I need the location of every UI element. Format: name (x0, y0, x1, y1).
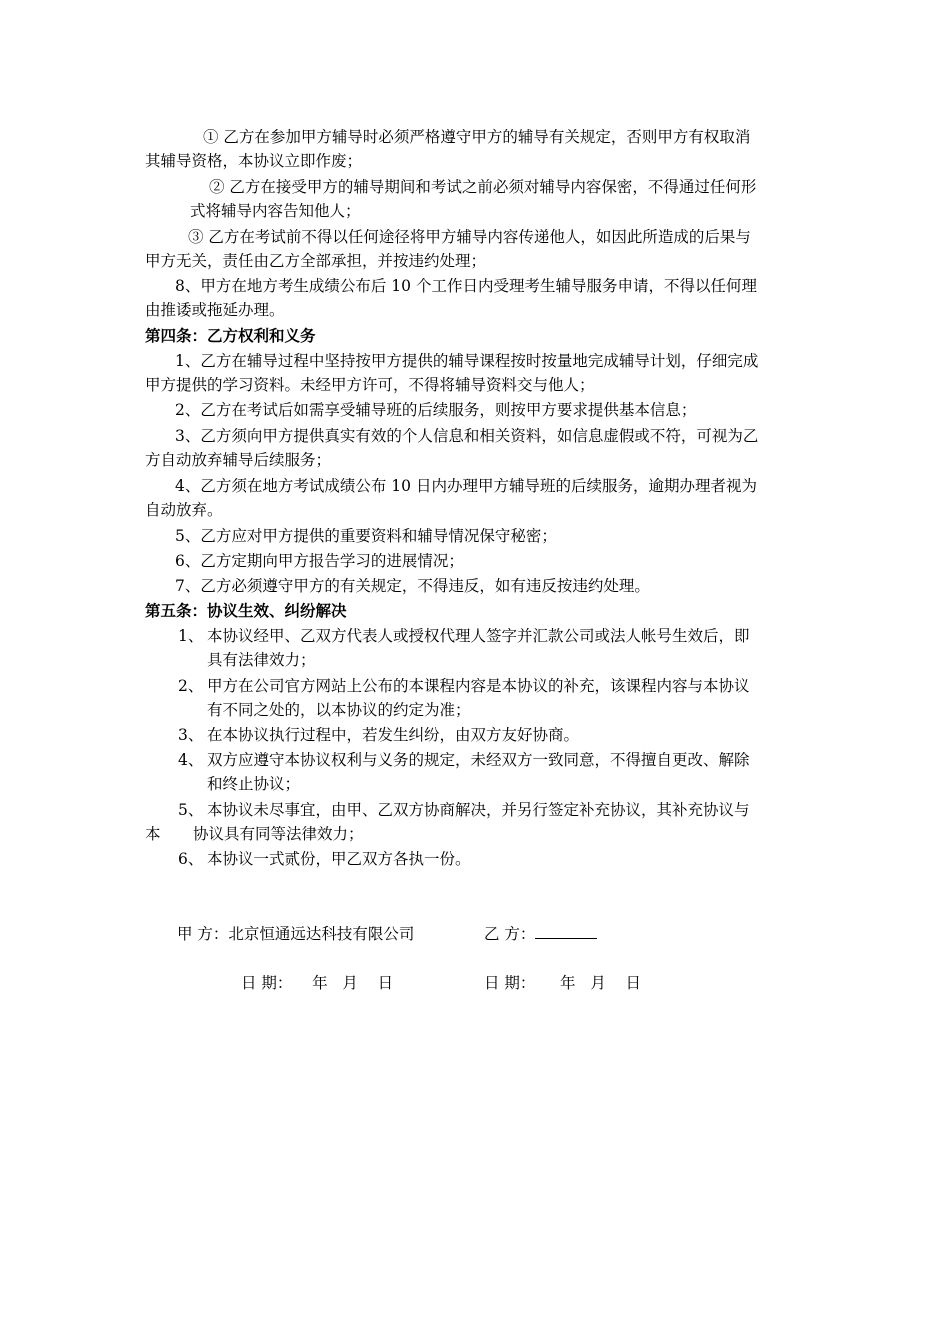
section-4-item-3-line-2: 方自动放弃辅导后续服务； (145, 451, 332, 469)
section-5-item-3-number: 3、 (178, 726, 204, 744)
section-5-item-5-line-2: 协议具有同等法律效力； (193, 825, 364, 843)
section-4-item-5: 5、乙方应对甲方提供的重要资料和辅导情况保守秘密； (175, 527, 557, 545)
section-5-item-1-number: 1、 (178, 627, 204, 645)
section-5-item-2-line-1: 甲方在公司官方网站上公布的本课程内容是本协议的补充，该课程内容与本协议 (207, 677, 750, 695)
section-5-item-2-number: 2、 (178, 677, 204, 695)
clause-item-8-line-1: 8、甲方在地方考生成绩公布后 10 个工作日内受理考生辅导服务申请，不得以任何理 (175, 277, 757, 295)
section-5-item-1-line-2: 具有法律效力； (207, 651, 316, 669)
section-4-heading: 第四条：乙方权利和义务 (145, 326, 316, 345)
section-4-item-6: 6、乙方定期向甲方报告学习的进展情况； (175, 552, 464, 570)
section-5-item-5-number: 5、 (178, 801, 204, 819)
clause-sub-2-line-2: 式将辅导内容告知他人； (190, 202, 361, 220)
section-4-item-2: 2、乙方在考试后如需享受辅导班的后续服务，则按甲方要求提供基本信息； (175, 401, 697, 419)
party-b-signature (484, 922, 597, 946)
section-4-item-3-line-1: 3、乙方须向甲方提供真实有效的个人信息和相关资料，如信息虚假或不符，可视为乙 (175, 427, 759, 445)
clause-sub-2-line-1: ② 乙方在接受甲方的辅导期间和考试之前必须对辅导内容保密，不得通过任何形 (209, 178, 757, 196)
section-5-item-6-number: 6、 (178, 850, 204, 868)
party-b-label: 乙 方： (484, 925, 536, 943)
party-a-date: 日 期： 年 月 日 (241, 974, 394, 992)
section-5-item-4-line-2: 和终止协议； (207, 775, 301, 793)
clause-sub-3-line-2: 甲方无关，责任由乙方全部承担，并按违约处理； (145, 252, 487, 270)
clause-sub-1-line-1: ① 乙方在参加甲方辅导时必须严格遵守甲方的辅导有关规定，否则甲方有权取消 (203, 128, 751, 146)
section-5-item-6: 本协议一式贰份，甲乙双方各执一份。 (207, 850, 471, 868)
section-4-item-4-line-2: 自动放弃。 (145, 501, 223, 519)
party-b-date: 日 期： 年 月 日 (484, 974, 642, 992)
party-b-signature-blank (535, 924, 597, 939)
section-4-item-4-line-1: 4、乙方须在地方考试成绩公布 10 日内办理甲方辅导班的后续服务，逾期办理者视为 (175, 477, 757, 495)
section-4-item-1-line-1: 1、乙方在辅导过程中坚持按甲方提供的辅导课程按时按量地完成辅导计划，仔细完成 (175, 352, 759, 370)
clause-sub-1-line-2: 其辅导资格，本协议立即作废； (145, 152, 363, 170)
section-5-heading: 第五条：协议生效、纠纷解决 (145, 601, 347, 620)
section-5-item-2-line-2: 有不同之处的，以本协议的约定为准； (207, 701, 471, 719)
section-5-item-4-number: 4、 (178, 751, 204, 769)
clause-sub-3-line-1: ③ 乙方在考试前不得以任何途径将甲方辅导内容传递他人，如因此所造成的后果与 (188, 228, 751, 246)
clause-item-8-line-2: 由推诿或拖延办理。 (145, 301, 285, 319)
section-4-item-7: 7、乙方必须遵守甲方的有关规定，不得违反，如有违反按违约处理。 (175, 577, 650, 595)
section-4-item-1-line-2: 甲方提供的学习资料。未经甲方许可，不得将辅导资料交与他人； (145, 376, 595, 394)
party-a-signature: 甲 方：北京恒通远达科技有限公司 (177, 925, 415, 943)
section-5-item-5-line-2-prefix: 本 (145, 825, 161, 843)
section-5-item-1-line-1: 本协议经甲、乙双方代表人或授权代理人签字并汇款公司或法人帐号生效后，即 (207, 627, 750, 645)
section-5-item-4-line-1: 双方应遵守本协议权利与义务的规定，未经双方一致同意，不得擅自更改、解除 (207, 751, 750, 769)
section-5-item-3: 在本协议执行过程中，若发生纠纷，由双方友好协商。 (207, 726, 580, 744)
section-5-item-5-line-1: 本协议未尽事宜，由甲、乙双方协商解决，并另行签定补充协议，其补充协议与 (207, 801, 750, 819)
